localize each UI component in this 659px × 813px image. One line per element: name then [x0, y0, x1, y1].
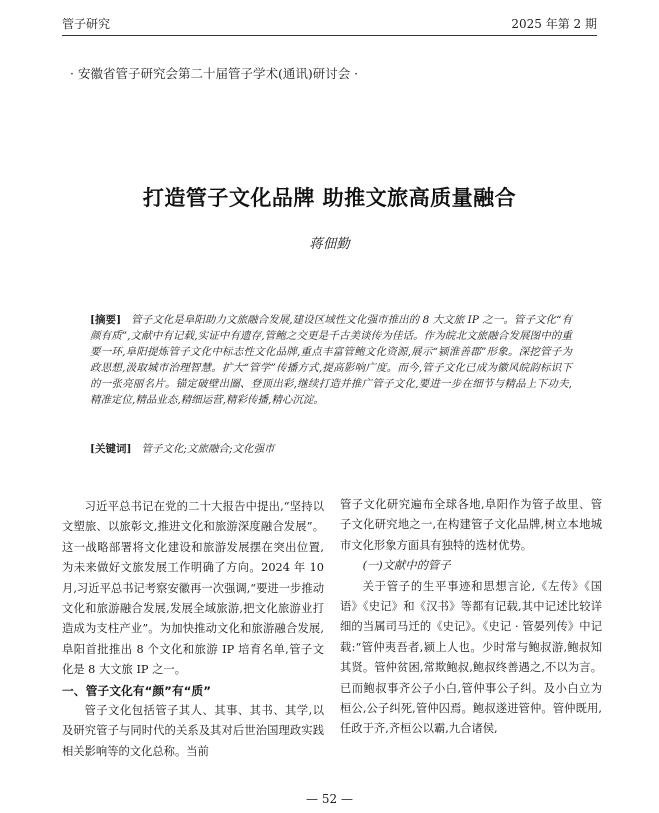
article-title: 打造管子文化品牌 助推文旅高质量融合 — [142, 185, 517, 210]
issue-label: 2025 年第 2 期 — [511, 17, 597, 31]
symposium-note: · 安徽省管子研究会第二十届管子学术(通讯)研讨会 · — [70, 66, 359, 81]
body-paragraph: 管子文化研究遍布全球各地,阜阳作为管子故里、管子文化研究地之一,在构建管子文化品牌,树立本地城市文化形象方面具有独特的选材优势。 — [340, 498, 602, 552]
keywords — [90, 441, 572, 457]
journal-name: 管子研究 — [62, 17, 111, 31]
body-paragraph: 习近平总书记在党的二十大报告中提出,“坚持以文塑旅、以旅彰文,推进文化和旅游深度融合发展”。这一战略部署将文化建设和旅游发展摆在突出位置,为未来做好文旅发展工作明确了方向。2024 年 10 月,习近平总书记考察安徽再一次强调,“要进一步推动文化和旅游融合发展,发展全域旅游,把文化旅游业打造成为支柱产业”。为加快推动文化和旅游融合发展,阜阳首批推出 8 个文化和旅游 IP 培育名单,管子文化是 8 大文旅 IP 之一。 — [62, 500, 324, 677]
section-heading: 一、管子文化有“颜”有“质” — [62, 683, 211, 698]
subsection-heading: (一)文献中的管子 — [362, 559, 451, 573]
article-author: 蒋佃勤 — [309, 236, 350, 252]
abstract-label: [摘要] — [90, 314, 122, 326]
keywords-label: [关键词] — [90, 443, 132, 455]
body-paragraph: 关于管子的生平事迹和思想言论,《左传》《国语》《史记》和《汉书》等都有记载,其中记述比较详细的当属司马迁的《史记》。《史记 · 管晏列传》中记载:“管仲夷吾者,颍上人也。少时常与鲍叔游,鲍叔知其贤。管仲贫困,常欺鲍叔,鲍叔终善遇之,不以为言。已而鲍叔事齐公子小白,管仲事公子纠。及小白立为桓公,公子纠死,管仲囚焉。鲍叔遂进管仲。管仲既用,任政于齐,齐桓公以霸,九合诸侯, — [340, 579, 602, 736]
keywords-text: 管子文化;文旅融合;文化强市 — [141, 443, 275, 455]
header-divider — [62, 35, 597, 36]
page-number: — 52 — — [306, 792, 353, 806]
body-column-left — [62, 497, 324, 762]
body-column-right — [340, 495, 602, 740]
body-paragraph: 管子文化包括管子其人、其事、其书、其学,以及研究管子与同时代的关系及其对后世治国理政实践相关影响等的文化总称。当前 — [62, 704, 324, 758]
running-header — [62, 14, 597, 32]
abstract — [90, 312, 572, 408]
abstract-text: 管子文化是阜阳助力文旅融合发展,建设区域性文化强市推出的 8 大文旅 IP 之一。管子文化“有颜有质”,文献中有记载,实证中有遗存,管鲍之交更是千古美谈传为佳话。作为皖北文旅融合发展图中的重要一环,阜阳提炼管子文化中标志性文化品牌,重点丰富管鲍文化资源,展示“颍淮善郡”形象。深挖管子为政思想,汲取城市治理智慧。扩大“管学”传播方式,提高影响广度。而今,管子文化已成为徽风皖韵标识下的一张亮丽名片。锚定破壁出圈、登顶出彩,继续打造并推广管子文化,要进一步在细节与精品上下功夫,精准定位,精品业态,精细运营,精彩传播,精心沉淀。 — [90, 314, 573, 406]
